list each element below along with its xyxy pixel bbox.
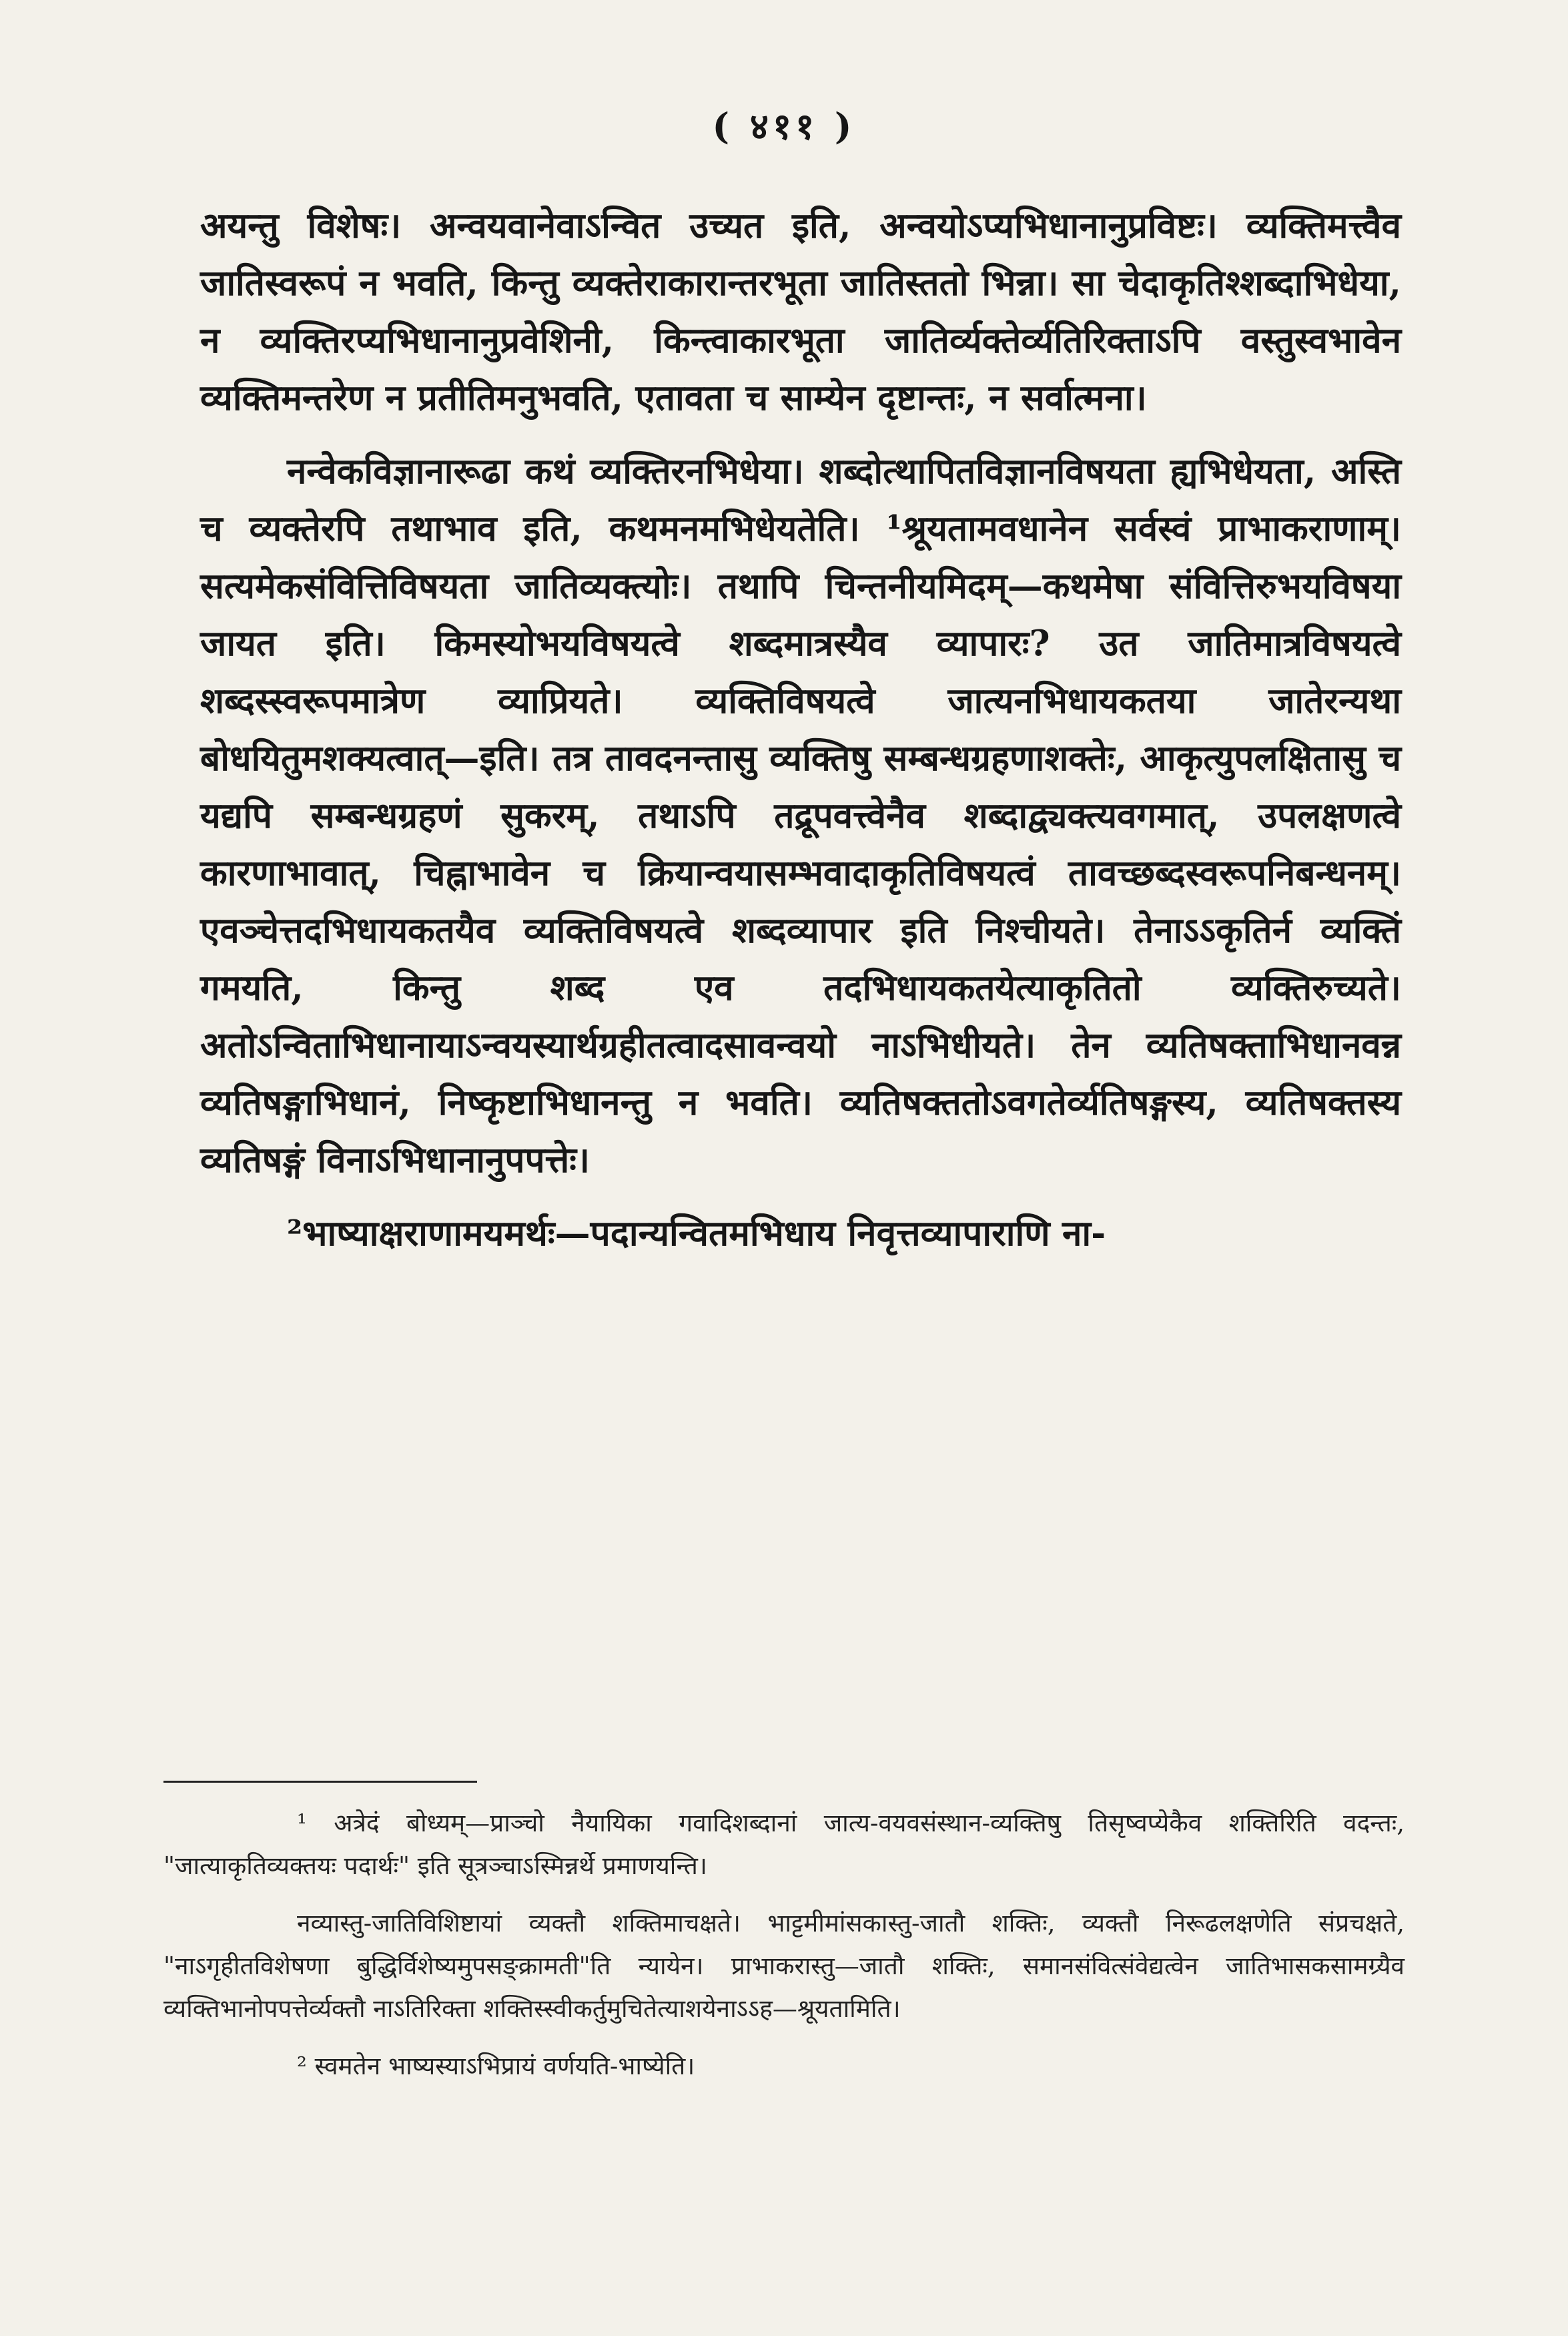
footnote-divider <box>163 1781 477 1783</box>
footnotes-section <box>163 1802 1405 2102</box>
footnote-1-continued: नव्यास्तु-जातिविशिष्टायां व्यक्तौ शक्तिमाचक्षते। भाट्टमीमांसकास्तु-जातौ शक्तिः, व्यक्तौ निरूढलक्षणेति संप्रचक्षते, "नाऽगृहीतविशेषणा बुद्धिर्विशेष्यमुपसङ्क्रामती"ति न्यायेन। प्राभाकरास्तु—जातौ शक्तिः, समानसंवित्संवेद्यत्वेन जातिभासकसामग्र्यैव व्यक्तिभानोपपत्तेर्व्यक्तौ नाऽतिरिक्ता शक्तिस्स्वीकर्तुमुचितेत्याशयेनाऽऽह—श्रूयतामिति। <box>163 1909 1405 2023</box>
paragraph-3: ²भाष्याक्षराणामयमर्थः—पदान्यन्वितमभिधाय निवृत्तव्यापाराणि ना- <box>287 1213 1106 1254</box>
footnote-1: ¹ अत्रेदं बोध्यम्—प्राञ्चो नैयायिका गवादिशब्दानां जात्य-वयवसंस्थान-व्यक्तिषु तिसृष्वप्येकैव शक्तिरिति वदन्तः, "जात्याकृतिव्यक्तयः पदार्थः" इति सूत्रञ्चाऽस्मिन्नर्थे प्रमाणयन्ति। <box>163 1809 1405 1880</box>
page-number: ( ४११ ) <box>712 105 856 148</box>
footnote-2: ² स्वमतेन भाष्यस्याऽभिप्रायं वर्णयति-भाष्येति। <box>297 2052 695 2080</box>
paragraph-1: अयन्तु विशेषः। अन्वयवानेवाऽन्वित उच्यत इति, अन्वयोऽप्यभिधानानुप्रविष्टः। व्यक्तिमत्त्वैव जातिस्वरूपं न भवति, किन्तु व्यक्तेराकारान्तरभूता जातिस्ततो भिन्ना। सा चेदाकृतिश्शब्दाभिधेया, न व्यक्तिरप्यभिधानानुप्रवेशिनी, किन्त्वाकारभूता जातिर्व्यक्तेर्व्यतिरिक्ताऽपि वस्तुस्वभावेन व्यक्तिमन्तरेण न प्रतीतिमनुभवति, एतावता च साम्येन दृष्टान्तः, न सर्वात्मना। <box>200 205 1401 418</box>
main-text-body <box>200 197 1401 1278</box>
paragraph-2: नन्वेकविज्ञानारूढा कथं व्यक्तिरनभिधेया। शब्दोत्थापितविज्ञानविषयता ह्यभिधेयता, अस्ति च व्यक्तेरपि तथाभाव इति, कथमनमभिधेयतेति। ¹श्रूयतामवधानेन सर्वस्वं प्राभाकराणाम्। सत्यमेकसंवित्तिविषयता जातिव्यक्त्योः। तथापि चिन्तनीयमिदम्—कथमेषा संवित्तिरुभयविषया जायत इति। किमस्योभयविषयत्वे शब्दमात्रस्यैव व्यापारः? उत जातिमात्रविषयत्वे शब्दस्स्वरूपमात्रेण व्याप्रियते। व्यक्तिविषयत्वे जात्यनभिधायकतया जातेरन्यथा बोधयितुमशक्यत्वात्—इति। तत्र तावदनन्तासु व्यक्तिषु सम्बन्धग्रहणाशक्तेः, आकृत्युपलक्षितासु च यद्यपि सम्बन्धग्रहणं सुकरम्, तथाऽपि तद्रूपवत्त्वेनैव शब्दाद्व्यक्त्यवगमात्, उपलक्षणत्वे कारणाभावात्, चिह्नाभावेन च क्रियान्वयासम्भवादाकृतिविषयत्वं तावच्छब्दस्वरूपनिबन्धनम्। एवञ्चेत्तदभिधायकतयैव व्यक्तिविषयत्वे शब्दव्यापार इति निश्चीयते। तेनाऽऽकृतिर्न व्यक्तिं गमयति, किन्तु शब्द एव तदभिधायकतयेत्याकृतितो व्यक्तिरुच्यते। अतोऽन्विताभिधानायाऽन्वयस्यार्थग्रहीतत्वादसावन्वयो नाऽभिधीयते। तेन व्यतिषक्ताभिधानवन्न व्यतिषङ्गाभिधानं, निष्कृष्टाभिधानन्तु न भवति। व्यतिषक्ततोऽवगतेर्व्यतिषङ्गस्य, व्यतिषक्तस्य व्यतिषङ्गं विनाऽभिधानानुपपत्तेः। <box>200 451 1402 1181</box>
